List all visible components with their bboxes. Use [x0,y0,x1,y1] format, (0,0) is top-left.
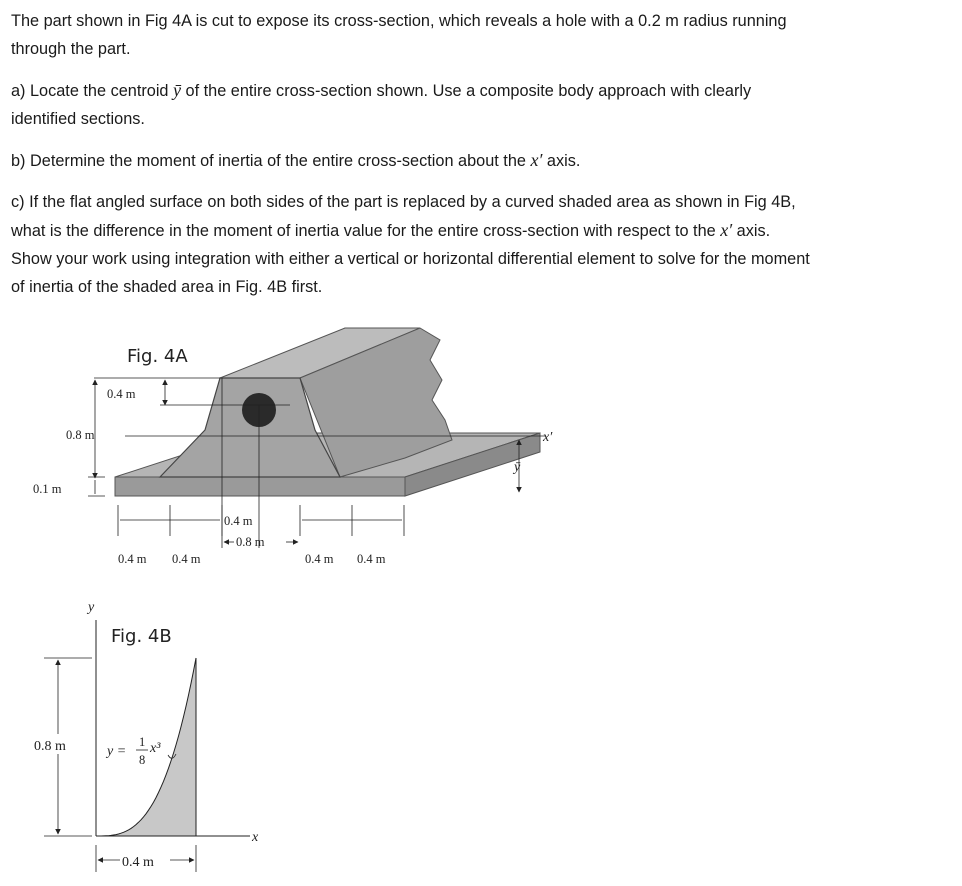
xprime-symbol: x′ [530,150,543,170]
part-b-text1: b) Determine the moment of inertia of the entire cross-section about the [11,152,531,170]
part-b-text2: axis. [542,152,581,170]
dim-hole-0.4: 0.4 m [224,514,253,528]
xprime-symbol-c: x′ [720,220,733,240]
dim-base-0.1: 0.1 m [33,482,62,496]
intro-line2: through the part. [11,40,131,58]
x-prime-label: x′ [543,430,553,445]
height-label: 0.8 m [34,739,66,754]
part-a-text3: identified sections. [11,110,145,128]
part-c-line2a: what is the difference in the moment of inertia value for the entire cross-section with respect to the [11,222,721,240]
y-axis-label: y [88,600,95,615]
dim-bottom-1: 0.4 m [118,552,147,566]
part-c-line1: c) If the flat angled surface on both sides of the part is replaced by a curved shaded area as shown in Fig 4B, [11,193,796,211]
part-c-line4: of inertia of the shaded area in Fig. 4B first. [11,278,323,296]
dim-bottom-3: 0.4 m [305,552,334,566]
dim-hole-0.8: 0.8 m [236,535,265,549]
part-a-text2: of the entire cross-section shown. Use a composite body approach with clearly [181,82,752,100]
fig4a [33,328,553,566]
dim-left-0.8: 0.8 m [66,428,95,442]
intro-line1: The part shown in Fig 4A is cut to expose its cross-section, which reveals a hole with a 0.2 m radius running [11,12,787,30]
equation-denominator: 8 [139,753,146,767]
part-c-line3: Show your work using integration with either a vertical or horizontal differential element to solve for the moment [11,250,810,268]
ybar-label: ȳ [514,460,521,475]
equation-numerator: 1 [139,735,146,749]
dim-top-0.4: 0.4 m [107,387,136,401]
fig4b-title: Fig. 4B [111,626,172,647]
dim-bottom-2: 0.4 m [172,552,201,566]
base-plate-front [115,477,405,496]
ybar-symbol: ȳ [173,80,182,100]
width-label: 0.4 m [122,855,154,870]
fig4a-title: Fig. 4A [127,346,188,367]
equation-var: x³ [150,741,161,756]
part-c-line2b: axis. [732,222,771,240]
x-axis-label: x [252,830,259,845]
fig4b [34,600,259,872]
dim-bottom-4: 0.4 m [357,552,386,566]
part-a-text1: a) Locate the centroid [11,82,174,100]
equation-lhs: y = [107,744,127,759]
